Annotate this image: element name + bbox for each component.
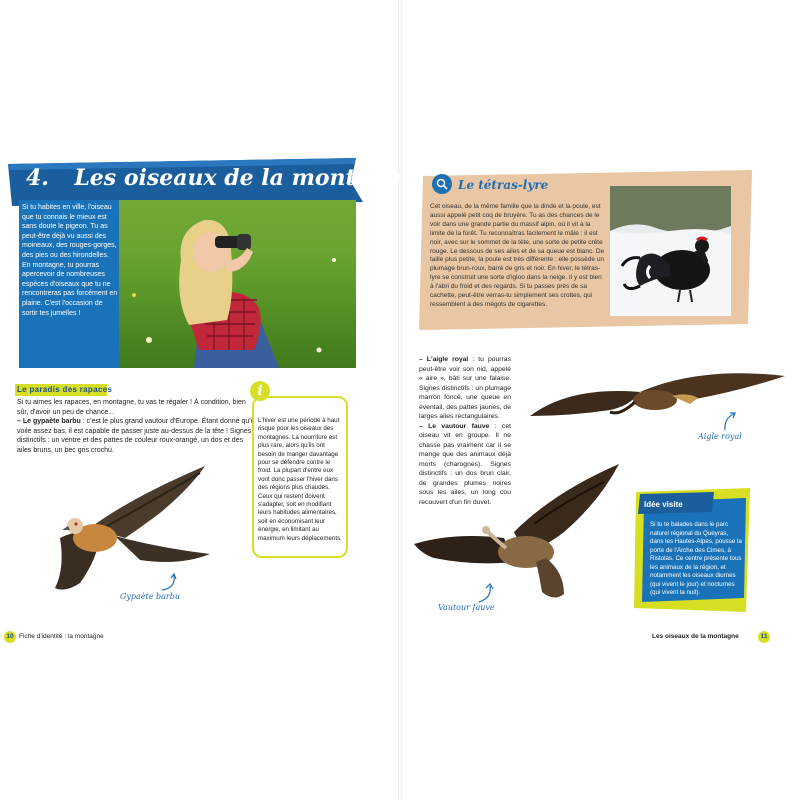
left-footer-label: Fiche d'identité : la montagne [19, 633, 104, 640]
aigle-royal-image [520, 356, 790, 436]
info-icon: i [257, 383, 263, 399]
idee-visite-text: Si tu te balades dans le parc naturel régional du Queyras, dans les Hautes-Alpes, pousse la porte de l'Arche des Cimes, à Ristolas. Ce centre présente tous les animaux de la région, et notamment les oiseaux diurnes (qui vivent le jour) et nocturnes (qui vivent la nuit). [650, 521, 742, 596]
vautour-description: : cet oiseau vit en groupe. Il ne chasse pas vraiment car il se mange que des animaux déjà morts (charognes). Signes distinctifs : un dos brun clair, de grandes plumes noires sous les ailes, un long cou recouvert d'un fin duvet. [419, 422, 512, 506]
section-heading: Le paradis des rapaces [17, 385, 113, 394]
tetras-lyre-photo [610, 186, 731, 316]
book-spine [398, 0, 402, 800]
right-page-number: 11 [758, 631, 770, 643]
vautour-caption: Vautour fauve [438, 603, 495, 612]
vautour-lead: – Le vautour fauve [419, 422, 490, 430]
aigle-description: : tu pourras peut-être voir son nid, appelé « aire », bâti sur une falaise. Signes distinctifs : un plumage marron foncé, une queue en éventail, des pattes jaunes, de larges ailes rectangulaires. [419, 356, 511, 420]
vautour-fauve-image [414, 462, 624, 612]
caption-arrow-icon [722, 410, 742, 432]
chapter-title [26, 165, 415, 191]
info-box-text: L'hiver est une période à haut risque pour les oiseaux des montagnes. La nourriture est plus rare, alors qu'ils ont besoin de manger davantage pour se défendre contre le froid. La plupart d'entre eux vont donc passer l'hiver dans des régions plus chaudes. Ceux qui restent doivent s'adapter, soit en modifiant leurs habitudes alimentaires, soit en économisant leur énergie, en limitant au maximum leurs déplacements. [258, 417, 342, 542]
aigle-lead: – L'aigle royal [419, 356, 469, 363]
right-footer-label: Les oiseaux de la montagne [652, 633, 739, 640]
rapaces-body-text [17, 398, 257, 456]
aigle-caption: Aigle royal [698, 432, 742, 441]
tetras-lyre-text: Cet oiseau, de la même famille que la dinde et la poule, est aussi appelé petit coq de bruyère. Tu as des chances de le voir dans une grande partie du massif alpin, où il vit à la limite de la forêt. Tu reconnaîtras facilement le mâle : il est noir, avec sur le sommet de la tête, une sorte de petite crête rouge. Le dessous de ses ailes et de sa queue est blanc. De taille plus petite, la poule est très différente : elle possède un plumage brun-roux, barré de gris et noir. En hiver, le tétras-lyre se construit une sorte d'igloo dans la neige. Il y est bien à l'abri du froid et des regards. Si tu passes près de sa cachette, peut-être verras-tu simplement ses crottes, qui ressemblent à des mégots de cigarettes. [430, 203, 605, 308]
chapter-title-text: Les oiseaux de la montagne [74, 165, 416, 191]
caption-arrow-icon [476, 582, 496, 604]
gypaete-description: : c'est le plus grand vautour d'Europe. Étant donné qu'il voile assez bas, il est capable de passer juste au-dessus de la tête ! Signes distinctifs : un ventre et des pattes de couleur roux-orangé, un dos et des ailes bruns, un bec gris crochu. [17, 418, 254, 454]
rapaces-intro-paragraph: Si tu aimes les rapaces, en montagne, tu vas te régaler ! À condition, bien sûr, d'avoir un peu de chance... [17, 399, 246, 416]
caption-arrow-icon [160, 572, 180, 592]
aigle-paragraph [419, 355, 511, 422]
child-with-binoculars-photo [119, 200, 356, 368]
magnifier-icon [436, 178, 448, 190]
idee-visite-title: Idée visite [644, 500, 683, 509]
intro-text: Si tu habites en ville, l'oiseau que tu connais le mieux est sans doute le pigeon. Tu as peut-être déjà vu aussi des moineaux, des rouges-gorges, des pies ou des hirondelles. En montagne, tu pourras apercevoir de nombreuses espèces d'oiseaux que tu ne rencontreras pas forcément en plaine. C'est l'occasion de sortir tes jumelles ! [22, 204, 118, 317]
gypaete-lead: – Le gypaète barbu [17, 418, 81, 426]
gypaete-barbu-image [40, 458, 225, 608]
left-page-number: 10 [4, 631, 16, 643]
tetras-lyre-title: Le tétras-lyre [458, 178, 549, 192]
gypaete-caption: Gypaète barbu [120, 592, 181, 601]
chapter-number: 4. [26, 165, 49, 191]
gypaete-paragraph [17, 417, 257, 455]
